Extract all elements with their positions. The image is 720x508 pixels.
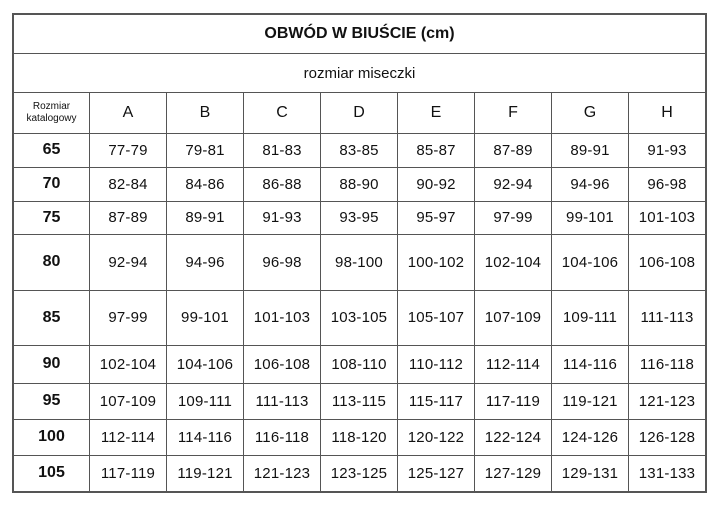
bust-range-cell: 98-100	[321, 235, 398, 290]
bust-range-cell: 110-112	[398, 345, 475, 383]
catalog-size-cell: 90	[14, 345, 90, 383]
bust-range-cell: 123-125	[321, 455, 398, 491]
bust-range-cell: 106-108	[629, 235, 706, 290]
table-row	[14, 167, 706, 201]
bust-range-cell: 113-115	[321, 383, 398, 419]
bust-range-cell: 94-96	[167, 235, 244, 290]
bust-range-cell: 102-104	[90, 345, 167, 383]
catalog-size-cell: 95	[14, 383, 90, 419]
bust-range-cell: 105-107	[398, 290, 475, 345]
bust-range-cell: 90-92	[398, 167, 475, 201]
bust-range-cell: 97-99	[90, 290, 167, 345]
table-row	[14, 419, 706, 455]
bust-range-cell: 120-122	[398, 419, 475, 455]
cup-header: F	[475, 93, 552, 133]
bust-range-cell: 121-123	[629, 383, 706, 419]
catalog-size-header: Rozmiar katalogowy	[14, 93, 90, 133]
catalog-size-cell: 75	[14, 201, 90, 235]
table-subtitle: rozmiar miseczki	[14, 54, 706, 93]
bust-range-cell: 112-114	[90, 419, 167, 455]
table-row	[14, 383, 706, 419]
bust-range-cell: 82-84	[90, 167, 167, 201]
bust-range-cell: 91-93	[629, 133, 706, 167]
catalog-size-cell: 100	[14, 419, 90, 455]
bust-range-cell: 112-114	[475, 345, 552, 383]
catalog-size-cell: 85	[14, 290, 90, 345]
bust-range-cell: 107-109	[475, 290, 552, 345]
bust-range-cell: 117-119	[90, 455, 167, 491]
cup-header: D	[321, 93, 398, 133]
bust-range-cell: 111-113	[244, 383, 321, 419]
bust-range-cell: 89-91	[552, 133, 629, 167]
bust-range-cell: 116-118	[629, 345, 706, 383]
bust-range-cell: 114-116	[552, 345, 629, 383]
bust-range-cell: 101-103	[629, 201, 706, 235]
cup-header: E	[398, 93, 475, 133]
bust-range-cell: 96-98	[629, 167, 706, 201]
cup-header: H	[629, 93, 706, 133]
bust-range-cell: 86-88	[244, 167, 321, 201]
bust-range-cell: 106-108	[244, 345, 321, 383]
bust-range-cell: 89-91	[167, 201, 244, 235]
cup-header: C	[244, 93, 321, 133]
catalog-size-cell: 105	[14, 455, 90, 491]
bust-range-cell: 85-87	[398, 133, 475, 167]
bust-range-cell: 131-133	[629, 455, 706, 491]
table-row	[14, 455, 706, 491]
bust-range-cell: 119-121	[552, 383, 629, 419]
size-table	[13, 14, 706, 492]
bust-range-cell: 116-118	[244, 419, 321, 455]
bust-range-cell: 92-94	[90, 235, 167, 290]
bust-range-cell: 121-123	[244, 455, 321, 491]
bust-range-cell: 91-93	[244, 201, 321, 235]
bust-range-cell: 109-111	[167, 383, 244, 419]
cup-header: B	[167, 93, 244, 133]
size-chart	[12, 13, 707, 493]
bust-range-cell: 117-119	[475, 383, 552, 419]
bust-range-cell: 87-89	[90, 201, 167, 235]
bust-range-cell: 87-89	[475, 133, 552, 167]
bust-range-cell: 115-117	[398, 383, 475, 419]
bust-range-cell: 101-103	[244, 290, 321, 345]
bust-range-cell: 107-109	[90, 383, 167, 419]
bust-range-cell: 100-102	[398, 235, 475, 290]
table-row	[14, 235, 706, 290]
bust-range-cell: 88-90	[321, 167, 398, 201]
bust-range-cell: 84-86	[167, 167, 244, 201]
bust-range-cell: 126-128	[629, 419, 706, 455]
table-row	[14, 133, 706, 167]
catalog-size-cell: 65	[14, 133, 90, 167]
bust-range-cell: 79-81	[167, 133, 244, 167]
bust-range-cell: 103-105	[321, 290, 398, 345]
bust-range-cell: 127-129	[475, 455, 552, 491]
bust-range-cell: 108-110	[321, 345, 398, 383]
bust-range-cell: 94-96	[552, 167, 629, 201]
cup-header: A	[90, 93, 167, 133]
bust-range-cell: 77-79	[90, 133, 167, 167]
table-row	[14, 201, 706, 235]
bust-range-cell: 81-83	[244, 133, 321, 167]
bust-range-cell: 102-104	[475, 235, 552, 290]
bust-range-cell: 93-95	[321, 201, 398, 235]
bust-range-cell: 96-98	[244, 235, 321, 290]
catalog-size-cell: 70	[14, 167, 90, 201]
bust-range-cell: 125-127	[398, 455, 475, 491]
table-title: OBWÓD W BIUŚCIE (cm)	[14, 15, 706, 54]
bust-range-cell: 119-121	[167, 455, 244, 491]
bust-range-cell: 99-101	[167, 290, 244, 345]
table-row	[14, 290, 706, 345]
bust-range-cell: 118-120	[321, 419, 398, 455]
cup-header: G	[552, 93, 629, 133]
bust-range-cell: 129-131	[552, 455, 629, 491]
bust-range-cell: 104-106	[552, 235, 629, 290]
bust-range-cell: 122-124	[475, 419, 552, 455]
bust-range-cell: 83-85	[321, 133, 398, 167]
catalog-size-cell: 80	[14, 235, 90, 290]
bust-range-cell: 109-111	[552, 290, 629, 345]
bust-range-cell: 99-101	[552, 201, 629, 235]
bust-range-cell: 104-106	[167, 345, 244, 383]
bust-range-cell: 111-113	[629, 290, 706, 345]
bust-range-cell: 97-99	[475, 201, 552, 235]
bust-range-cell: 92-94	[475, 167, 552, 201]
bust-range-cell: 124-126	[552, 419, 629, 455]
bust-range-cell: 114-116	[167, 419, 244, 455]
bust-range-cell: 95-97	[398, 201, 475, 235]
table-row	[14, 345, 706, 383]
